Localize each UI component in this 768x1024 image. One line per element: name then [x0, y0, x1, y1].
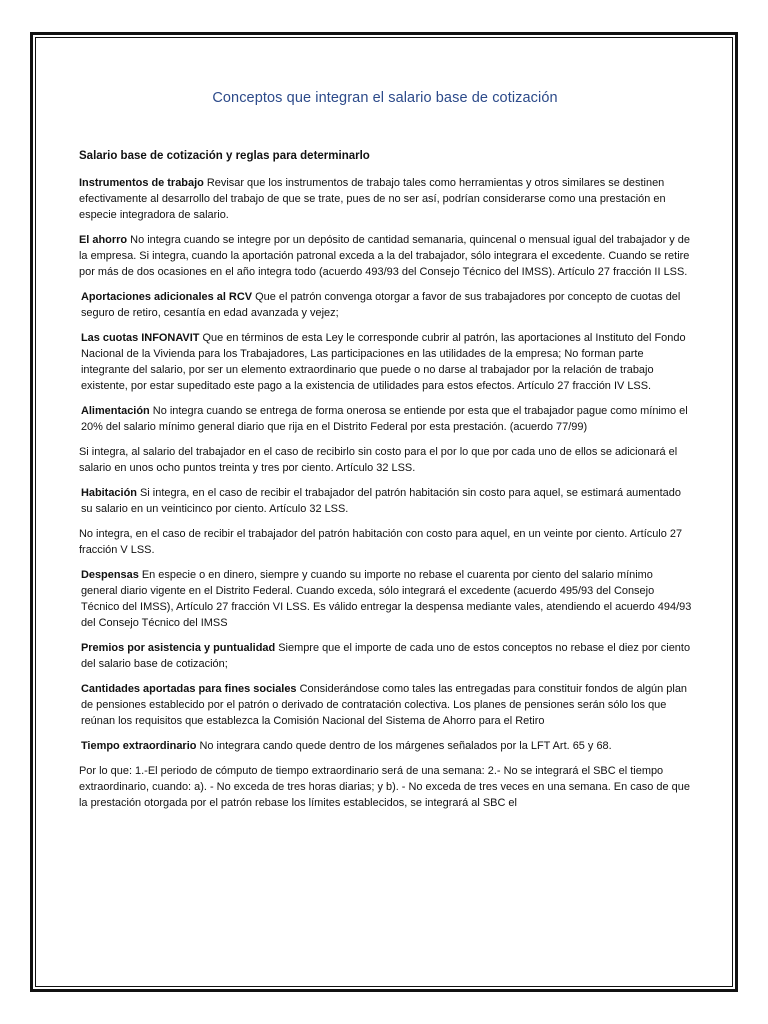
paragraph-text: Si integra, en el caso de recibir el trabajador del patrón habitación sin costo para aquel, se estimará aumentado su salario en un veinticinco por ciento. Artículo 32 LSS. [80, 487, 681, 515]
paragraph [79, 640, 692, 672]
paragraph-text: Por lo que: 1.-El periodo de cómputo de tiempo extraordinario será de una semana: 2.- No se integrará el SBC el tiempo extraordinario, cuando: a). - No exceda de tres horas diarias; y b). - No exceda de tres veces en una semana. En caso de que la prestación otorgada por el patrón rebase los límites establecidos, se integrará al SBC el [79, 765, 690, 809]
paragraph [79, 485, 692, 517]
paragraph-text: Que el patrón convenga otorgar a favor de sus trabajadores por concepto de cuotas del seguro de retiro, cesantía en edad avanzada y vejez; [80, 291, 681, 319]
paragraph-text: No integra, en el caso de recibir el trabajador del patrón habitación con costo para aquel, en un veinte por ciento. Artículo 27 fracción V LSS. [79, 528, 683, 556]
paragraph-text: Si integra, al salario del trabajador en el caso de recibirlo sin costo para el por lo que por cada uno de ellos se adicionará el salario en unos ocho puntos treinta y tres por ciento. Artículo 32 LSS. [79, 446, 678, 474]
paragraph-term: Aportaciones adicionales al RCV [80, 291, 253, 303]
paragraph [79, 403, 692, 435]
paragraph-text: En especie o en dinero, siempre y cuando su importe no rebase el cuarenta por ciento del salario mínimo general diario vigente en el Distrito Federal. Cuando exceda, sólo integrará el excedente (acuerdo 495/93 del Consejo Técnico del IMSS), Artículo 27 fracción VI LSS. Es válido entregar la despensa mediante vales, atendiendo el acuerdo 494/93 del Consejo Técnico del IMSS [80, 569, 692, 629]
document-body [79, 90, 691, 820]
paragraph-term: Despensas [80, 569, 139, 581]
paragraph-text: Que en términos de esta Ley le corresponde cubrir al patrón, las aportaciones al Instituto del Fondo Nacional de la Vivienda para los Trabajadores, Las participaciones en las utilidades de la empresa; No forman parte integrante del salario, por ser un elemento extraordinario que puede o no darse al trabajador por la relación de trabajo existente, por estar supeditado este pago a la existencia de utilidades para estos efectos. Artículo 27 fracción IV LSS. [80, 332, 686, 392]
paragraph-text: Siempre que el importe de cada uno de estos conceptos no rebase el diez por ciento del salario base de cotización; [80, 642, 691, 670]
paragraph [79, 289, 692, 321]
paragraph [79, 681, 692, 729]
paragraph [79, 330, 692, 394]
paragraph-term: Habitación [80, 487, 137, 499]
paragraph-term: Premios por asistencia y puntualidad [80, 642, 276, 654]
document-title: Conceptos que integran el salario base de cotización [212, 90, 558, 106]
paragraph-text: No integrara cando quede dentro de los márgenes señalados por la LFT Art. 65 y 68. [196, 740, 612, 752]
paragraph-text: No integra cuando se entrega de forma onerosa se entiende por esta que el trabajador pague como mínimo el 20% del salario mínimo general diario que rija en el Distrito Federal por esta prestación. (acuerdo 77/99) [80, 405, 688, 433]
paragraph [79, 526, 690, 558]
paragraph-term: Tiempo extraordinario [80, 740, 197, 752]
section-title: Salario base de cotización y reglas para determinarlo [79, 150, 370, 162]
paragraph [79, 175, 690, 223]
paragraph [79, 738, 692, 754]
paragraph-term: Alimentación [80, 405, 150, 417]
paragraph-term: El ahorro [79, 234, 128, 246]
paragraph-term: Instrumentos de trabajo [79, 177, 204, 189]
paragraph-term: Las cuotas INFONAVIT [80, 332, 200, 344]
paragraph-text: Revisar que los instrumentos de trabajo tales como herramientas y otros similares se destinen efectivamente al desarrollo del trabajo de que se trate, pues de no ser así, podrían considerarse como una prestación en especie integradora de salario. [79, 177, 666, 221]
paragraph-text: No integra cuando se integre por un depósito de cantidad semanaria, quincenal o mensual igual del trabajador y de la empresa. Si integra, cuando la aportación patronal exceda a la del trabajador, sólo integrara el excedente. Cuando se retire por más de dos ocasiones en el año integra todo (acuerdo 493/93 del Consejo Técnico del IMSS). Artículo 27 fracción II LSS. [79, 234, 690, 278]
paragraph-term: Cantidades aportadas para fines sociales [80, 683, 297, 695]
paragraph [79, 567, 692, 631]
paragraph [79, 444, 690, 476]
paragraph [79, 232, 690, 280]
paragraph-text: Considerándose como tales las entregadas para constituir fondos de algún plan de pensiones establecido por el patrón o derivado de contratación colectiva. Los planes de pensiones serán sólo los que reúnan los requisitos que establezca la Comisión Nacional del Sistema de Ahorro para el Retiro [80, 683, 688, 727]
paragraph [79, 763, 690, 811]
